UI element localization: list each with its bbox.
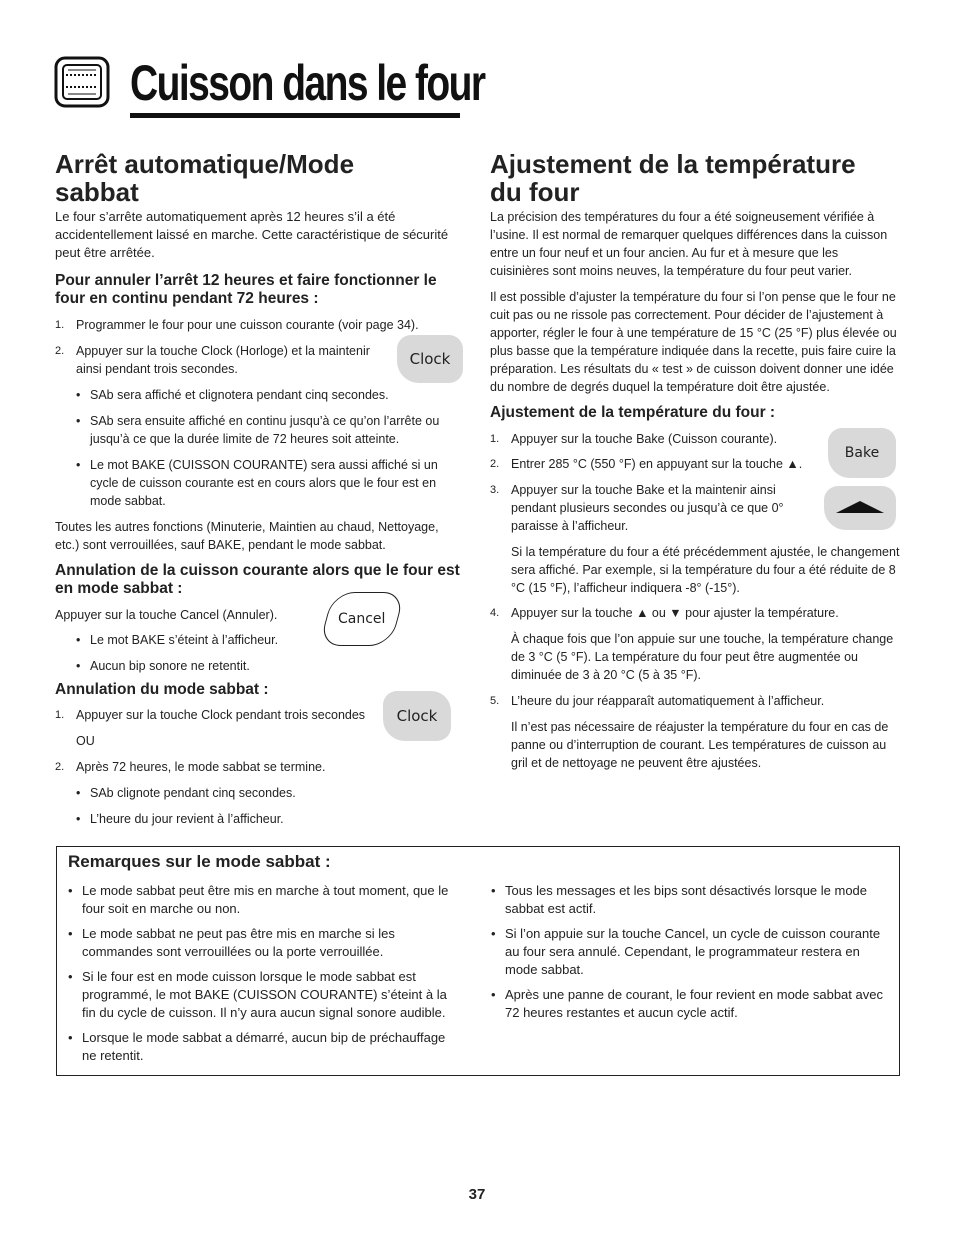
list-item: • Aucun bip sonore ne retentit. — [55, 657, 465, 675]
list-item: 1. Programmer le four pour une cuisson courante (voir page 34). — [55, 318, 419, 332]
list-item: 3. Appuyer sur la touche Bake et la maintenir ainsi pendant plusieurs secondes ou jusqu’à ce que 0° paraisse à l’afficheur. — [490, 483, 784, 533]
bullet-list-2 — [55, 631, 465, 675]
list-item: 4. Appuyer sur la touche ▲ ou ▼ pour ajuster la température. — [490, 606, 839, 620]
remarks-title: Remarques sur le mode sabbat : — [68, 852, 331, 871]
page-title: Cuisson dans le four — [130, 55, 485, 111]
section-heading-temperature: Ajustement de la température du four — [490, 149, 856, 207]
list-item: • Si le four est en mode cuisson lorsque le mode sabbat est programmé, le mot BAKE (CUISSON COURANTE) s’éteint à la fin du cycle de cuisson. Il n’y aura aucun signal sonore audible. — [68, 968, 460, 1022]
list-item: • Lorsque le mode sabbat a démarré, aucun bip de préchauffage ne retentit. — [68, 1029, 460, 1065]
precision-paragraph: La précision des températures du four a été soigneusement vérifiée à l’usine. Il est normal de remarquer quelques différences dans la cuisson entre un four neuf et un four ancien. Au fur et à mesure que les cuisinières sont moins neuves, la température du four peut varier. — [490, 210, 888, 278]
intro-paragraph: Le four s’arrête automatiquement après 12 heures s’il a été accidentellement laissé en marche. Cette caractéristique de sécurité peut être arrêtée. — [55, 209, 449, 260]
remarks-list-right — [491, 882, 883, 1029]
adjust-steps-list — [490, 430, 900, 772]
subheading-cancel-bake: Annulation de la cuisson courante alors que le four est en mode sabbat : — [55, 562, 460, 597]
list-item: Il n’est pas nécessaire de réajuster la température du four en cas de panne ou d’interruption de courant. Les températures de cuisson au gril et de nettoyage ne peuvent être ajustées. — [511, 720, 889, 770]
clock-key-button[interactable]: Clock — [397, 335, 463, 383]
list-item: • SAb clignote pendant cinq secondes. — [55, 784, 465, 802]
list-item: 1. Appuyer sur la touche Bake (Cuisson courante). — [490, 432, 778, 446]
bake-key-button[interactable]: Bake — [828, 428, 896, 478]
subheading-cancel-12h: Pour annuler l’arrêt 12 heures et faire fonctionner le four en continu pendant 72 heures : — [55, 272, 437, 307]
bullet-list-1 — [55, 386, 465, 510]
list-item: OU — [76, 734, 95, 748]
list-item: • Le mode sabbat ne peut pas être mis en marche si les commandes sont verrouillées ou la porte verrouillée. — [68, 925, 460, 961]
list-item: • L’heure du jour revient à l’afficheur. — [55, 810, 465, 828]
subheading-adjust: Ajustement de la température du four : — [490, 404, 776, 421]
cancel-key-button[interactable]: Cancel — [319, 592, 405, 646]
up-arrow-key-button[interactable] — [824, 486, 896, 530]
list-item: • Le mot BAKE s’éteint à l’afficheur. — [55, 631, 465, 649]
list-item: Si la température du four a été précédemment ajustée, le changement sera affiché. Par exemple, si la température du four a été réduite de 8 °C (15 °F), l’afficheur indiquera -8° (-15°). — [511, 545, 900, 595]
list-item: • Si l’on appuie sur la touche Cancel, un cycle de cuisson courante au four sera annulé. Cependant, le programmateur restera en mode sabbat. — [491, 925, 883, 979]
up-arrow-icon — [836, 501, 884, 515]
list-item: 1. Appuyer sur la touche Clock pendant trois secondes — [55, 708, 366, 722]
clock-key-button-2[interactable]: Clock — [383, 691, 451, 741]
oven-icon — [54, 56, 110, 108]
title-underline — [130, 113, 460, 118]
list-item: • SAb sera ensuite affiché en continu jusqu’à ce qu’on l’arrête ou jusqu’à ce que la durée limite de 72 heures soit atteinte. — [55, 412, 465, 448]
remarks-list-left — [68, 882, 460, 1072]
list-item: 2. Entrer 285 °C (550 °F) en appuyant sur la touche ▲. — [490, 457, 803, 471]
list-item: • Tous les messages et les bips sont désactivés lorsque le mode sabbat est actif. — [491, 882, 883, 918]
list-item: 2. Appuyer sur la touche Clock (Horloge) et la maintenir ainsi pendant trois secondes. — [55, 344, 370, 376]
section-heading-sabbath: Arrêt automatique/Mode sabbat — [55, 149, 355, 207]
page-number: 37 — [468, 1186, 486, 1203]
list-item: 2. Après 72 heures, le mode sabbat se termine. — [55, 760, 326, 774]
bullet-list-3 — [55, 784, 465, 828]
list-item: • Le mot BAKE (CUISSON COURANTE) sera aussi affiché si un cycle de cuisson courante est en cours alors que le four est en mode sabbat. — [55, 456, 465, 510]
locked-functions-paragraph: Toutes les autres fonctions (Minuterie, Maintien au chaud, Nettoyage, etc.) sont verrouillées, sauf BAKE, pendant le mode sabbat. — [55, 520, 439, 552]
list-item: À chaque fois que l’on appuie sur une touche, la température change de 3 °C (5 °F). La température du four peut être augmentée ou diminuée de 3 à 20 °C (5 à 35 °F). — [511, 632, 894, 682]
list-item: • Le mode sabbat peut être mis en marche à tout moment, que le four soit en marche ou non. — [68, 882, 460, 918]
cancel-instruction: Appuyer sur la touche Cancel (Annuler). — [55, 608, 278, 622]
subheading-cancel-sabbath: Annulation du mode sabbat : — [55, 681, 269, 698]
list-item: 5. L’heure du jour réapparaît automatiquement à l’afficheur. — [490, 694, 825, 708]
list-item: • SAb sera affiché et clignotera pendant cinq secondes. — [55, 386, 465, 404]
list-item: • Après une panne de courant, le four revient en mode sabbat avec 72 heures restantes et aucun cycle actif. — [491, 986, 883, 1022]
adjust-paragraph: Il est possible d’ajuster la température du four si l’on pense que le four ne cuit pas ou ne rissole pas correctement. Pour décider de l’ajustement à apporter, régler le four à une température de 15 °C (25 °F) plus élevée ou plus basse que la température indiquée dans la recette, puis faire cuire la préparation. Les résultats du « test » de cuisson doivent donner une idée du nombre de degrés duquel la température doit être ajustée. — [490, 290, 897, 394]
